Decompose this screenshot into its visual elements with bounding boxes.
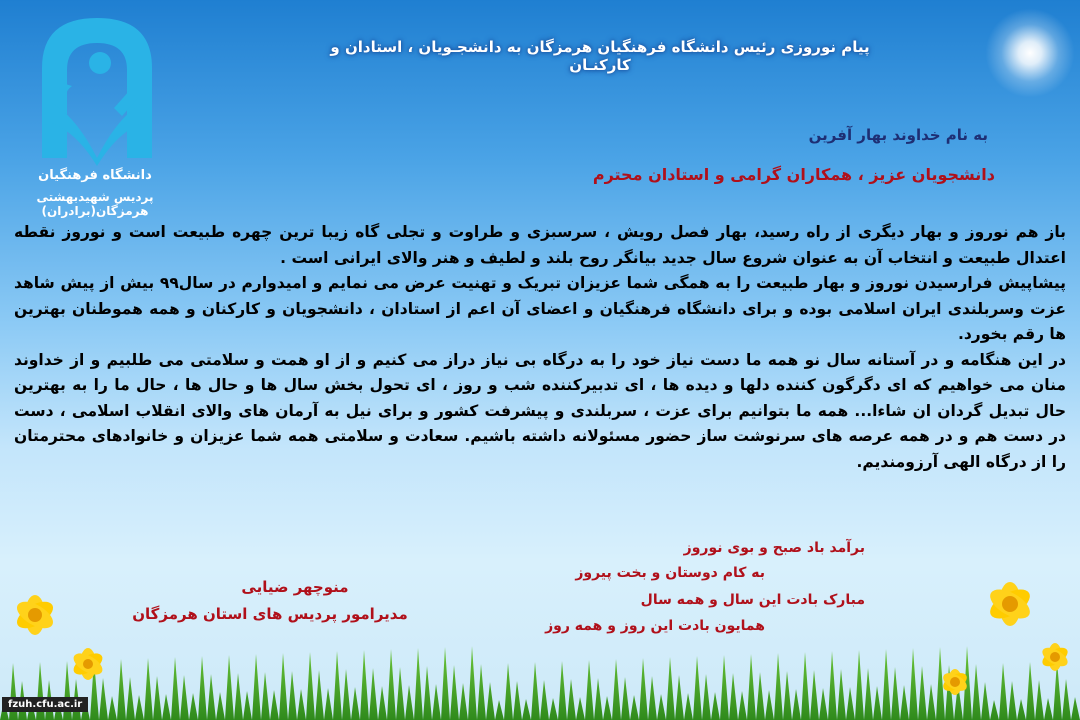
letter-paragraph: پیشاپیش فرارسیدن نوروز و بهار طبیعت را به همگی شما عزیزان تبریک و تهنیت عرض می نمایم و امیدوارم در سال۹۹ بیش از پیش شاهد عزت وسربلندی ایران اسلامی بوده و برای دانشگاه فرهنگیان و اعضای آن اعم از استادان ، دانشجویان و کارکنان و همه هموطنان بهترین ها رقم بخورد. — [14, 274, 1066, 343]
letter-paragraph: در این هنگامه و در آستانه سال نو همه ما دست نیاز خود را به درگاه بی نیاز دراز می کنیم و از او همت و سلامتی می طلبیم و از خداوند منان می خواهیم که ای دگرگون کننده دلها و دیده ها ، ای تدبیرکننده شب و روز ، ای تحول بخش سال ها و حال ها ، حال ما را به بهترین حال تبدیل گردان ان شاءا... همه ما بتوانیم برای عزت ، سربلندی و پیشرفت کشور و برای نیل به آرمان های والای انقلاب اسلامی ، دست در دست هم و در همه عرصه های سرنوشت ساز حضور مسئولانه داشته باشیم. سعادت و سلامتی همه شما عزیزان و خانوادهای محترمتان را از درگاه الهی آرزومندیم. — [14, 350, 1066, 471]
university-logo — [22, 8, 172, 168]
poem-line: برآمد باد صبح و بوی نوروز — [683, 540, 865, 556]
page-title: پیام نوروزی رئیس دانشگاه فرهنگیان هرمزگان به دانشجـویان ، استادان و کارکنـان — [330, 38, 870, 74]
sun-glow — [985, 8, 1075, 98]
signature-title: مدیرامور پردیس های استان هرمزگان — [132, 605, 408, 623]
flower-icon — [60, 640, 120, 690]
salutation: دانشجویان عزیز ، همکاران گرامی و استادان محترم — [592, 165, 995, 184]
poem-line: همایون بادت این روز و همه روز — [545, 618, 765, 634]
invocation: به نام خداوند بهار آفرین — [808, 126, 988, 144]
logo-caption-university: دانشگاه فرهنگیان — [38, 168, 152, 183]
watermark-url: fzuh.cfu.ac.ir — [2, 697, 88, 712]
poem-line: به کام دوستان و بخت پیروز — [575, 565, 765, 581]
signature-name: منوچهر ضیایی — [241, 578, 349, 596]
letter-paragraph: باز هم نوروز و بهار دیگری از راه رسید، بهار فصل رویش ، سرسبزی و طراوت و تجلی گاه زیبا ترین چهره طبیعت است و نوروز نقطه اعتدال طبیعت و انتخاب آن به عنوان شروع سال جدید بیانگر روح بلند و لطیف و هنر والای ایرانی است . — [14, 223, 1066, 267]
letter-body — [14, 220, 1066, 475]
grass-decoration — [0, 630, 1080, 720]
flower-icon — [930, 660, 980, 705]
logo-caption-campus: پردیس شهیدبهشتی هرمزگان(برادران) — [36, 190, 154, 218]
flower-icon — [1030, 635, 1080, 680]
poem-line: مبارک بادت این سال و همه سال — [640, 592, 865, 608]
flower-icon — [965, 572, 1055, 642]
